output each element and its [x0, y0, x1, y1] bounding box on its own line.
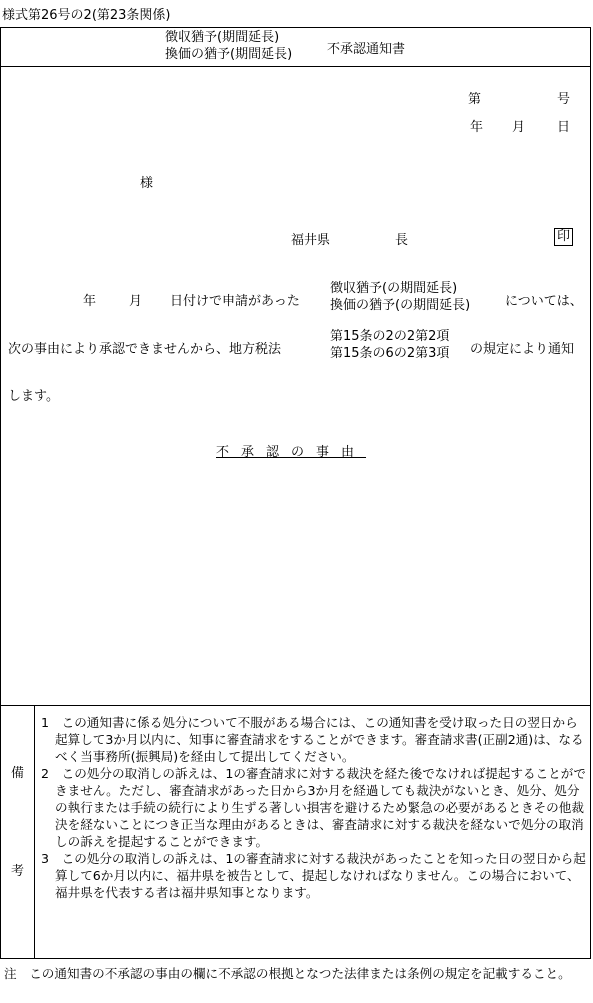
body-line3-text: します。 — [8, 389, 59, 404]
addressee-honorific: 様 — [140, 176, 154, 191]
issuer-title: 長 — [395, 233, 409, 248]
body-month: 月 — [129, 294, 143, 309]
body-application-date-text: 日付けで申請があった — [170, 294, 300, 309]
doc-number-suffix: 号 — [557, 92, 571, 107]
header-choice-conversion-grace: 換価の猶予(期間延長) — [165, 47, 293, 62]
date-month: 月 — [512, 120, 526, 135]
choice-conversion-grace: 換価の猶予(の期間延長) — [330, 298, 471, 313]
reason-heading: 不承認の事由 — [216, 445, 367, 460]
issuer-prefecture: 福井県 — [291, 233, 331, 248]
body-year: 年 — [83, 294, 97, 309]
remarks-label-bottom: 考 — [11, 864, 25, 879]
body-law-article-choice — [330, 328, 449, 362]
form-number-label: 様式第26号の2(第23条関係) — [2, 8, 171, 23]
date-day: 日 — [557, 120, 571, 135]
remarks-divider — [0, 705, 591, 706]
remarks-label-top: 備 — [11, 766, 25, 781]
choice-article-a: 第15条の2の2第2項 — [330, 329, 450, 344]
remarks-label-divider — [34, 705, 35, 959]
header-type-choice — [165, 29, 292, 63]
remarks-note-2: 2 この処分の取消しの訴えは、1の審査請求に対する裁決を経た後でなければ提起することができません。ただし、審査請求があった日から3か月を経過しても裁決がないとき、処分、処分の執行または手続の続行により生ずる著しい損害を避けるため緊急の必要があるときその他裁決を経ないことにつき正当な理由があるときは、審査請求に対する裁決を経ないで処分の取消しの訴えを提起することができます。 — [41, 766, 586, 849]
remarks-notes — [41, 714, 587, 901]
body-line2-suffix: の規定により通知 — [470, 342, 575, 357]
remarks-note-1: 1 この通知書に係る処分について不服がある場合には、この通知書を受け取った日の翌日から起算して3か月以内に、知事に審査請求をすることができます。審査請求書(正副2通)は、なるべく当事務所(振興局)を経由して提出してください。 — [41, 715, 584, 764]
choice-article-b: 第15条の6の2第3項 — [330, 346, 450, 361]
header-choice-collection-grace: 徴収猶予(期間延長) — [165, 30, 280, 45]
date-year: 年 — [470, 120, 484, 135]
body-line1-suffix: については、 — [505, 294, 583, 309]
doc-number-prefix: 第 — [468, 92, 482, 107]
seal-mark: 印 — [554, 228, 573, 246]
header-divider — [0, 66, 591, 67]
body-line2-text: 次の事由により承認できませんから、地方税法 — [8, 342, 282, 357]
body-grace-type-choice — [330, 280, 470, 314]
choice-collection-grace: 徴収猶予(の期間延長) — [330, 281, 458, 296]
remarks-note-3: 3 この処分の取消しの訴えは、1の審査請求に対する裁決があったことを知った日の翌日から起算して6か月以内に、福井県を被告として、提起しなければなりません。この場合において、福井県を代表する者は福井県知事となります。 — [41, 851, 586, 900]
document-title: 不承認通知書 — [327, 42, 406, 57]
footnote: 注 この通知書の不承認の事由の欄に不承認の根拠となつた法律または条例の規定を記載すること。 — [4, 966, 571, 981]
